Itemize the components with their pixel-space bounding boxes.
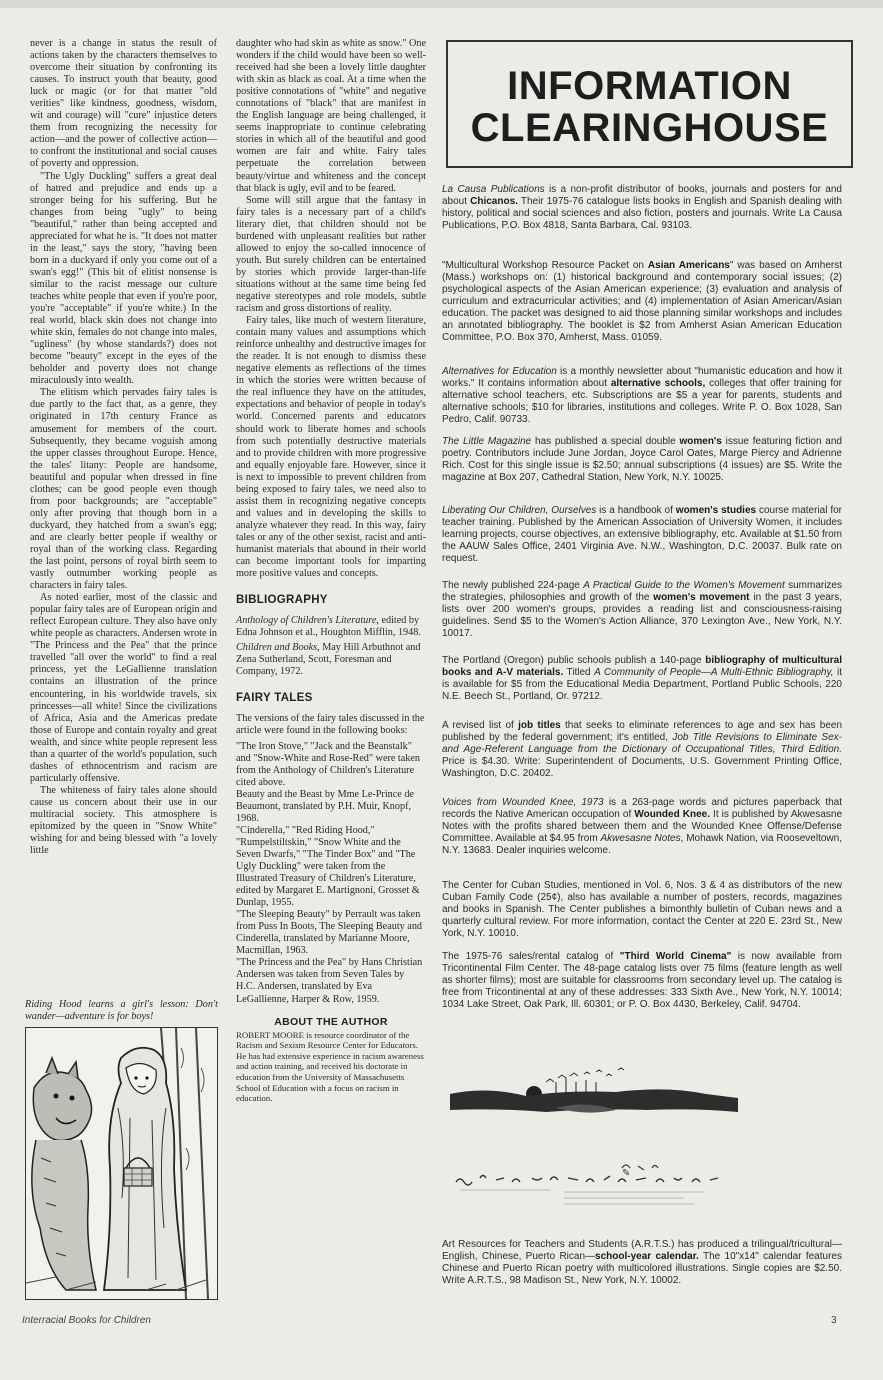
article-paragraph: "The Ugly Duckling" suffers a great deal of hatred and prejudice and ends up a stronger being for his suffering. But he changes from being "ugly" to being "beautiful," rather than being accepted and appreciated for what he is. "It does not matter in the least," says the story, "having been born in a duckyard if only you come out of a swan's egg!" (This bit of elitist nonsense is similar to the racist message our culture teaches white people that even if you're poor, you're "acceptable" if you're white.) In the real world, black skin does not change into white skin, females do not change into males, "ugliness" (by whose standards?) does not become "beauty" except in the eyes of the beholder and poverty does not change miraculously into wealth. — [30, 170, 217, 387]
entry-text: The 1975-76 sales/rental catalog of — [442, 951, 620, 962]
about-author-text: ROBERT MOORE is resource coordinator of the Racism and Sexism Resource Center for Educators. He has had extensive experience in racism awareness and action training, and received his doctorate in education from the University of Massachusetts School of Education with a focus on racism in education. — [236, 1029, 424, 1104]
clearinghouse-entry — [442, 797, 842, 857]
entry-keyword: school-year calendar. — [595, 1251, 699, 1262]
riding-hood-illustration — [25, 1027, 218, 1300]
clearinghouse-entry — [442, 655, 842, 703]
entry-keyword: women's studies — [675, 505, 757, 516]
entry-title: A Community of People—A Multi-Ethnic Bibliography, — [594, 667, 834, 678]
article-column-1 — [30, 38, 217, 857]
calligraphy-mark: ✎ — [622, 1168, 631, 1179]
entry-text: The 10"x14" calendar features Chinese and Puerto Rican poetry with multicolored illustrations. Single copies are $2.50. Write A.R.T.S., 98 Madison St., New York, N.Y. 10002. — [442, 1251, 842, 1286]
about-author-heading: ABOUT THE AUTHOR — [274, 1015, 388, 1028]
page-edge — [0, 0, 883, 8]
clearinghouse-entry — [442, 1239, 842, 1287]
entry-text: it is available for $5 from the Educational Media Department, Portland Public Schools, 220 N.E. Beech St., Portland, Or. 97212. — [442, 667, 843, 702]
clearinghouse-entry — [442, 366, 842, 426]
article-paragraph: The whiteness of fairy tales alone should cause us concern about their use in our multiracial society. This atmosphere is epitomized by the queen in "Snow White" wishing for and being blessed with "a lovely little — [30, 784, 217, 857]
information-clearinghouse-masthead — [446, 40, 853, 168]
clearinghouse-entry — [442, 951, 842, 1011]
clearinghouse-entry — [442, 580, 842, 640]
entry-keyword: job titles — [518, 720, 561, 731]
entry-text: summarizes the strategies, philosophies and growth of the — [442, 580, 842, 603]
entry-title: Voices from Wounded Knee, 1973 — [442, 797, 604, 808]
entry-text: Art Resources for Teachers and Students (A.R.T.S.) has produced a trilingual/tricultural—English, Chinese, Puerto Rican— — [442, 1239, 842, 1262]
article-paragraph: Fairy tales, like much of western literature, contain many values and assumptions which reinforce unhealthy and destructive images for the reader. It is not enough to dismiss these negative elements as reflections of the times in which the stories were written because of the real influence they have on the attitudes, expectations and behavior of people in today's world. Concerned parents and educators should work to liberate homes and schools from such potentially destructive materials and to provide children with more progressive and equally enjoyable fare. However, since it is next to impossible to prevent children from being exposed to fairy tales, we need also to assist them in recognizing negative concepts and values and in developing the skills to analyze whatever they read. In this way, fairy tales or any of the other sexist, racist and anti-humanist materials that abound in their world can become important tools for imparting more positive values and concepts. — [236, 315, 426, 580]
entry-keyword: bibliography of multicultural books and A-V materials. — [442, 655, 843, 678]
entry-text: in the past 3 years, lists over 200 women's groups, provides a reading list and consciousness-raising guidelines. Send $5 to the Women's Action Alliance, 370 Lexington Ave., New York, N.Y. 10017. — [442, 592, 842, 639]
entry-text: issue featuring fiction and poetry. Contributors include June Jordan, Joyce Carol Oates, Marge Piercy and Adrienne Rich. Cost for this single issue is $2.50; annual subscriptions (4 issues) are $5. Write the magazine at Box 207, Cathedral Station, New York, N.Y. 10025. — [442, 436, 842, 483]
article-paragraph: never is a change in status the result of actions taken by the characters themselves to overcome their situation by confronting its causes. To instruct youth that beauty, good luck or magic (or for that matter "old verities" like kindness, goodness, wisdom, wit and courage) will "cure" injustice deters them from recognizing the necessity for action—and the power of collective action—to confront the institutional and social causes of poverty and oppression. — [30, 38, 217, 170]
fairy-tales-heading: FAIRY TALES — [236, 692, 313, 705]
fairy-tale-source: Beauty and the Beast by Mme Le-Prince de Beaumont, translated by P.H. Muir, Knopf, 1968. — [236, 788, 414, 824]
entry-title: Liberating Our Children, Ourselves — [442, 505, 597, 516]
fairy-tale-source: "The Sleeping Beauty" by Perrault was taken from Puss In Boots, The Sleeping Beauty and Cinderella, translated by Marianne Moore, Macmillan, 1963. — [236, 909, 423, 957]
entry-keyword: Chicanos. — [470, 196, 518, 207]
entry-title: La Causa Publications — [442, 184, 545, 195]
entry-keyword: alternative schools, — [610, 378, 706, 389]
entry-text: is a monthly newsletter about "humanistic education and how it works." It contains information about — [442, 366, 842, 389]
entry-title: Job Title Revisions to Eliminate Sex- and Age-Referent Language from the Dictionary of Occupational Titles, Third Edition. — [442, 732, 842, 755]
illustration-caption: Riding Hood learns a girl's lesson: Don't wander—adventure is for boys! — [25, 999, 218, 1022]
clearinghouse-entry — [442, 260, 842, 344]
entry-text: " was based on Amherst (Mass.) workshops on: (1) historical background and contemporary social issues; (2) psychological aspects of the Asian American experience; (3) evaluation and analysis of curriculum and extracurricular activities; and (4) implementation of Asian American/Asian education. The packet was designed to aid those planning similar workshops and includes an annotated bibliography. The booklet is $2 from Amherst Asian American Education Committee, P.O. Box 370, Amherst, Mass. 01059. — [442, 260, 842, 343]
entry-title: Alternatives for Education — [442, 366, 557, 377]
article-paragraph: daughter who had skin as white as snow." One wonders if the child would have been so well-received had she been a lovely little daughter with skin as black as coal. At a time when the positive connotations of "white" and negative connotations of "black" that are manifest in the English language are being challenged, it seems inappropriate to continue celebrating stories in which all of the beautiful and good women are fair and white. Fairy tales perpetuate the correlation between beauty/virtue and whiteness and the concept that black is ugly, evil and to be feared. — [236, 38, 426, 194]
fairy-tale-source: "The Princess and the Pea" by Hans Christian Andersen was taken from Seven Tales by H.C. Andersen, translated by Eva LeGallienne, Harper & Row, 1959. — [236, 957, 423, 1005]
entry-text: It is published by Akwesasne Notes with the profits shared between them and the Wounded Knee Offense/Defense Committee. Available at $4.95 from — [442, 809, 843, 844]
entry-text: Their 1975-76 catalogue lists books in English and Spanish dealing with history, political and social sciences and also fiction, posters and journals. Write La Causa Publications, P.O. Box 4818, Santa Barbara, Cal. 93103. — [442, 196, 842, 231]
clearinghouse-entry — [442, 880, 842, 940]
ink-landscape-icon — [446, 1064, 838, 1234]
entry-text: Titled — [563, 667, 595, 678]
entry-text: that seeks to eliminate references to age and sex has been published by the federal government; it's entitled, — [442, 720, 843, 743]
entry-text: Price is $4.30. Write: Superintendent of Documents, U.S. Government Printing Office, Washington, D.C. 20402. — [442, 756, 842, 779]
book-title: Anthology of Children's Literature, — [236, 615, 379, 627]
clearinghouse-entry — [442, 436, 842, 484]
article-paragraph: Some will still argue that the fantasy in fairy tales is a necessary part of a child's literary diet, that children should not be burdened with unpleasant realities but rather allowed to enjoy the so-called innocence of youth. But surely children can be entertained by stories which provide larger-than-life situations without at the same time being fed negative stereotypes and role models, subtle racism and gross distortions of reality. — [236, 194, 426, 315]
book-details: edited by Edna Johnson et al., Houghton Mifflin, 1948. — [236, 615, 421, 639]
fairy-tale-source: "Cinderella," "Red Riding Hood," "Rumpelstiltskin," "Snow White and the Seven Dwarfs," "The Tinder Box" and "The Ugly Duckling" were taken from the Illustrated Treasury of Children's Literature, edited by Margaret E. Martignoni, Grosset & Dunlap, 1955. — [236, 824, 420, 909]
book-details: May Hill Arbuthnot and Zena Sutherland, Scott, Foresman and Company, 1972. — [236, 642, 421, 678]
riding-hood-drawing-icon — [26, 1028, 217, 1299]
clearinghouse-entry — [442, 184, 842, 232]
entry-text: A revised list of — [442, 720, 519, 731]
entry-text: colleges that offer training for alternative school teachers, etc. Subscriptions are $5 a year for parents, students and alternative schools; $10 for libraries, institutions and colleges. Write P. O. Box 1028, San Pedro, Calif. 90733. — [442, 378, 842, 425]
chinese-ink-painting — [446, 1064, 838, 1234]
entry-text: The Portland (Oregon) public schools publish a 140-page — [442, 655, 706, 666]
entry-text: has published a special double — [531, 436, 680, 447]
entry-title: Akwesasne Notes — [600, 833, 681, 844]
entry-keyword: women's — [679, 436, 722, 447]
page-number: 3 — [831, 1315, 837, 1326]
entry-text: The newly published 224-page — [442, 580, 584, 591]
fairy-tale-source: "The Iron Stove," "Jack and the Beanstalk" and "Snow-White and Rose-Red" were taken from the Anthology of Children's Literature cited above. — [236, 740, 420, 788]
masthead-line-2: CLEARINGHOUSE — [470, 106, 829, 150]
entry-keyword: women's movement — [653, 592, 750, 603]
clearinghouse-entry — [442, 720, 842, 780]
article-column-2 — [236, 38, 426, 1107]
entry-text: is a non-profit distributor of books, journals and posters for and about — [442, 184, 842, 207]
entry-text: is a handbook of — [596, 505, 676, 516]
entry-keyword: Asian Americans — [647, 260, 730, 271]
clearinghouse-entry — [442, 505, 842, 565]
entry-keyword: "Third World Cinema" — [619, 951, 732, 962]
entry-title: A Practical Guide to the Women's Movement — [583, 580, 785, 591]
entry-keyword: Wounded Knee. — [634, 809, 710, 820]
bibliography-item — [236, 642, 426, 678]
publication-name: Interracial Books for Children — [22, 1315, 151, 1326]
fairy-tales-intro: The versions of the fairy tales discussed in the article were found in the following books: — [236, 713, 425, 737]
article-paragraph: The elitism which pervades fairy tales is due partly to the fact that, as a genre, they originated in 17th century France as amusement for members of the court. Subsequently, they became voguish among the upper classes throughout Europe. Hence, the tales' litany: People are handsome, beautiful and popular when dressed in fine clothes; can be good people even though from poor backgrounds; are "acceptable" only after proving that though born in a duckyard, they hatched from a swan's egg; and are clearly better people if wealthy or royal than of the working class. Regarding the last point, persons of royal birth seem to vastly outnumber working people as characters in fairy tales. — [30, 387, 217, 592]
entry-text: The Center for Cuban Studies, mentioned in Vol. 6, Nos. 3 & 4 as distributors of the new Cuban Family Code (25¢), also has available a number of posters, records, magazines and books in Spanish. The Center publishes a bimonthly bulletin of Cuban news and a quarterly cultural review. For more information, contact the Center at 220 E. 23rd St., New York, N.Y. 10010. — [442, 880, 842, 939]
entry-text: course material for teacher training. Published by the American Association of University Women, it includes learning projects, course objectives, an extensive bibliography, etc. Available at $1.50 from the AAUW Sales Office, 2401 Virginia Ave. N.W., Washington, D.C. 20037. Bulk rate on request. — [442, 505, 843, 564]
entry-title: The Little Magazine — [442, 436, 532, 447]
bibliography-item — [236, 615, 426, 639]
article-paragraph: As noted earlier, most of the classic and popular fairy tales are of European origin and reflect European culture. They also have only white people as characters. Andersen wrote in "The Princess and the Pea" that the prince travelled "all over the world" to find a real princess, yet the LeGallienne translation contains an illustration of the prince encountering, in his worldwide travels, six princesses—all white! Since the civilizations of Africa, Asia and the Americas predate those of Europe and contain royalty and great wealth, and since white people represent less than a quarter of the world's population, such dashes of ethnocentrism and racism are particularly offensive. — [30, 592, 217, 784]
entry-text: is a 263-page words and pictures paperback that records the Native American occupation of — [442, 797, 842, 820]
entry-text: is now available from Tricontinental Film Center. The 48-page catalog lists over 75 films (feature length as well as shorter films); most are suitable for classrooms from secondary level up. The catalog is free from Tricontinental at any of these addresses: 333 Sixth Ave., New York, N.Y. 10014; 1034 Lake Street, Oak Park, Ill. 60301; or P. O. Box 4430, Berkeley, Calif. 94704. — [442, 951, 843, 1010]
masthead-line-1: INFORMATION — [507, 64, 792, 108]
entry-text: "Multicultural Workshop Resource Packet on — [442, 260, 648, 271]
book-title: Children and Books, — [236, 642, 320, 654]
bibliography-heading: BIBLIOGRAPHY — [236, 594, 328, 607]
entry-text: , Mohawk Nation, via Rooseveltown, N.Y. 13683. Dealer inquiries welcome. — [442, 833, 842, 856]
